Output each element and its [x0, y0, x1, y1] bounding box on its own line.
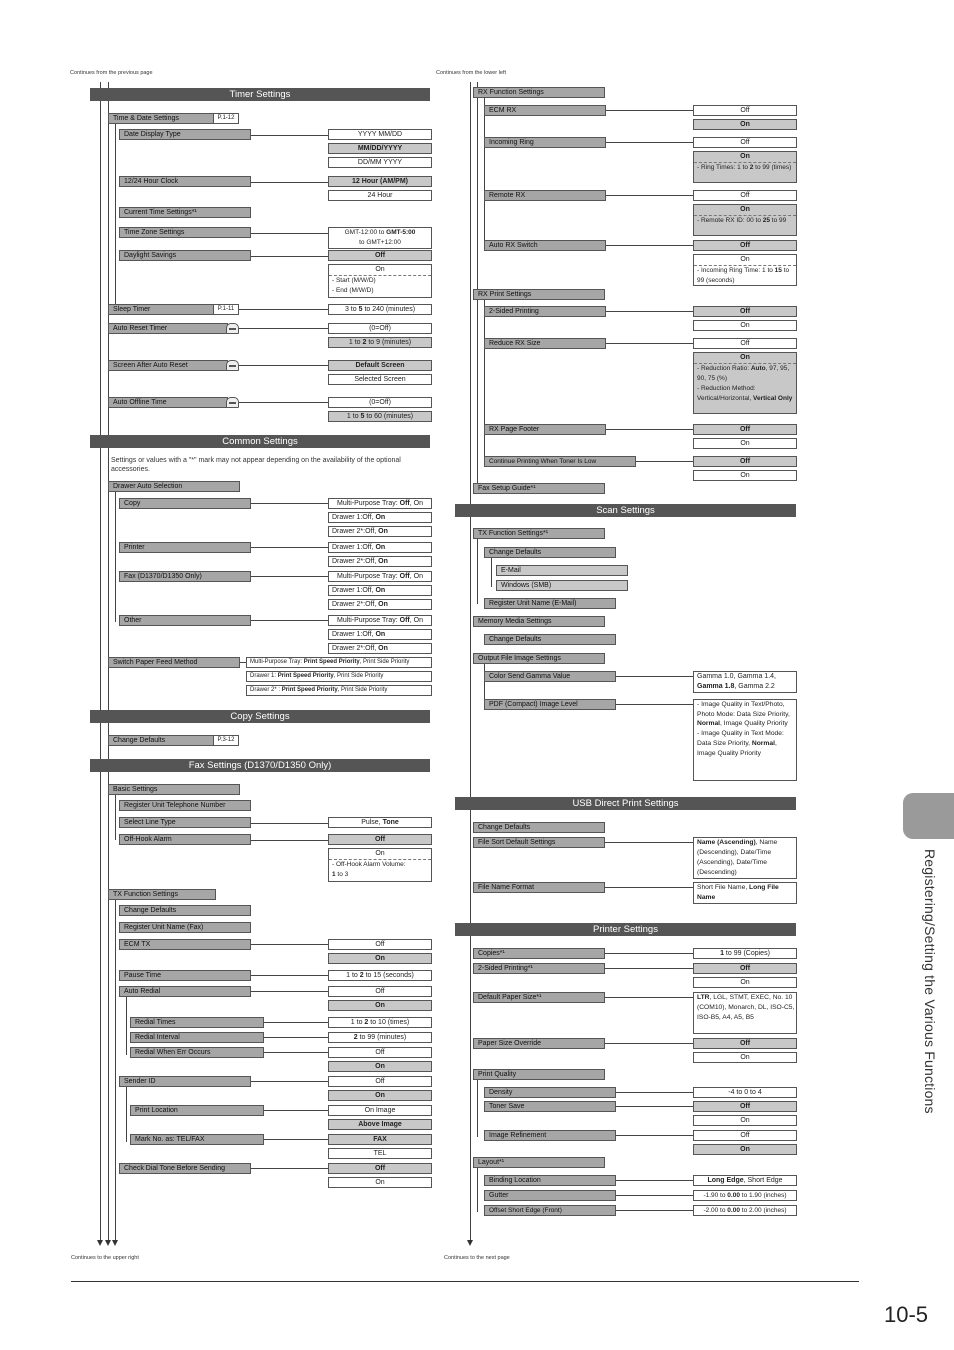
menu-fax-tx-function-settings[interactable]: TX Function Settings — [108, 889, 216, 900]
menu-time-date-settings[interactable]: Time & Date Settings — [108, 113, 216, 124]
connector-line — [477, 536, 478, 604]
option-ecm-tx-off[interactable]: Off — [328, 939, 432, 950]
menu-auto-reset-timer[interactable]: Auto Reset Timer — [108, 323, 228, 334]
menu-default-paper-size[interactable]: Default Paper Size*¹ — [473, 992, 605, 1003]
option-12-hour-default[interactable]: 12 Hour (AM/PM) — [328, 176, 432, 187]
connector-line — [477, 1167, 478, 1212]
menu-mark-no-as[interactable]: Mark No. as: TEL/FAX — [130, 1134, 264, 1145]
leader-line — [250, 547, 328, 548]
connector-line — [115, 795, 116, 840]
option-printer-2-sided-off-default[interactable]: Off — [693, 963, 797, 974]
menu-sender-id[interactable]: Sender ID — [119, 1076, 251, 1087]
option-sleep-range[interactable]: 3 to 5 to 240 (minutes) — [328, 304, 432, 315]
menu-off-hook-alarm[interactable]: Off-Hook Alarm — [119, 834, 251, 845]
leader-line — [604, 245, 693, 246]
remote-ui-icon — [226, 360, 239, 371]
menu-incoming-ring[interactable]: Incoming Ring — [484, 137, 606, 148]
menu-time-zone-settings[interactable]: Time Zone Settings — [119, 227, 251, 238]
option-default-screen[interactable]: Default Screen — [328, 360, 432, 371]
option-remote-rx-off[interactable]: Off — [693, 190, 797, 201]
option-drawer-2[interactable]: Drawer 2*:Off, On — [328, 526, 432, 537]
option-line-type[interactable]: Pulse, Tone — [328, 817, 432, 828]
option-ecm-rx-off[interactable]: Off — [693, 105, 797, 116]
menu-ecm-tx[interactable]: ECM TX — [119, 939, 251, 950]
option-selected-screen[interactable]: Selected Screen — [328, 374, 432, 385]
option-switch-drawer-1[interactable]: Drawer 1: Print Speed Priority, Print Side Priority — [246, 671, 432, 682]
leader-line — [262, 1139, 328, 1140]
leader-line — [604, 842, 693, 843]
connector-line — [484, 98, 485, 248]
option-auto-offline-off[interactable]: (0=Off) — [328, 397, 432, 408]
menu-windows-smb[interactable]: Windows (SMB) — [496, 580, 628, 591]
menu-current-time-settings[interactable]: Current Time Settings*¹ — [119, 207, 251, 218]
option-auto-reset-off[interactable]: (0=Off) — [328, 323, 432, 334]
menu-drawer-fax[interactable]: Fax (D1370/D1350 Only) — [119, 571, 251, 582]
option-footer-on[interactable]: On — [693, 438, 797, 449]
option-daylight-off-default[interactable]: Off — [328, 250, 432, 261]
leader-line — [604, 142, 693, 143]
option-ecm-rx-on-default[interactable]: On — [693, 119, 797, 130]
leader-line — [604, 195, 693, 196]
menu-pause-time[interactable]: Pause Time — [119, 970, 251, 981]
menu-drawer-printer[interactable]: Printer — [119, 542, 251, 553]
menu-print-quality[interactable]: Print Quality — [473, 1069, 605, 1080]
menu-fax-setup-guide[interactable]: Fax Setup Guide*¹ — [473, 483, 605, 494]
menu-scan-tx-function-settings[interactable]: TX Function Settings*¹ — [473, 528, 605, 539]
menu-output-file-image-settings[interactable]: Output File Image Settings — [473, 653, 605, 664]
menu-copy-change-defaults[interactable]: Change Defaults — [108, 735, 216, 746]
option-printer-2-sided-on[interactable]: On — [693, 977, 797, 988]
option-auto-redial-on-default[interactable]: On — [328, 1000, 432, 1011]
option-copies-range[interactable]: 1 to 99 (Copies) — [693, 948, 797, 959]
menu-select-line-type[interactable]: Select Line Type — [119, 817, 251, 828]
leader-line — [250, 1081, 328, 1082]
arrow-down-icon — [467, 1240, 473, 1246]
leader-line — [616, 1210, 693, 1211]
leader-line — [616, 1106, 693, 1107]
leader-line — [262, 1037, 328, 1038]
leader-line — [250, 503, 328, 504]
common-settings-note: Settings or values with a "*" mark may not appear depending on the availability of the optional accessories. — [111, 457, 401, 473]
leader-line — [250, 944, 328, 945]
leader-line — [250, 182, 328, 183]
menu-binding-location[interactable]: Binding Location — [484, 1175, 616, 1186]
option-24-hour[interactable]: 24 Hour — [328, 190, 432, 201]
connector-line — [126, 997, 127, 1055]
menu-sleep-timer[interactable]: Sleep Timer — [108, 304, 216, 315]
remote-ui-icon — [226, 397, 239, 408]
leader-line — [250, 975, 328, 976]
option-redial-err-on-default[interactable]: On — [328, 1061, 432, 1072]
menu-toner-save[interactable]: Toner Save — [484, 1101, 616, 1112]
option-toner-save-on[interactable]: On — [693, 1115, 797, 1126]
option-auto-reset-range[interactable]: 1 to 2 to 9 (minutes) — [328, 337, 432, 348]
option-mmddyyyy-default[interactable]: MM/DD/YYYY — [328, 143, 432, 154]
leader-line — [616, 1135, 693, 1136]
menu-redial-times[interactable]: Redial Times — [130, 1017, 264, 1028]
menu-register-unit-name-fax[interactable]: Register Unit Name (Fax) — [119, 922, 251, 933]
option-gamma-values[interactable]: Gamma 1.0, Gamma 1.4, Gamma 1.8, Gamma 2.2 — [693, 671, 797, 693]
leader-line — [604, 311, 693, 312]
connector-line — [484, 300, 485, 463]
menu-ecm-rx[interactable]: ECM RX — [484, 105, 606, 116]
option-off-hook-off-default[interactable]: Off — [328, 834, 432, 845]
option-paper-sizes[interactable]: LTR, LGL, STMT, EXEC, No. 10 (COM10), Monarch, DL, ISO-C5, ISO-B5, A4, A5, B5 — [693, 992, 797, 1034]
footer-rule — [71, 1281, 859, 1282]
connector-line — [115, 492, 116, 622]
leader-line — [238, 328, 328, 329]
leader-line — [604, 429, 693, 430]
page-ref: P.3-12 — [213, 735, 239, 746]
option-drawer-2[interactable]: Drawer 2*:Off, On — [328, 643, 432, 654]
note-continues-to-upper-right: Continues to the upper right — [71, 1255, 139, 1261]
menu-register-unit-name-email[interactable]: Register Unit Name (E-Mail) — [484, 598, 616, 609]
option-binding-location[interactable]: Long Edge, Short Edge — [693, 1175, 797, 1186]
option-on-image[interactable]: On Image — [328, 1105, 432, 1116]
leader-line — [250, 840, 328, 841]
option-dial-tone-on[interactable]: On — [328, 1177, 432, 1188]
connector-line — [491, 556, 492, 587]
option-density-range[interactable]: -4 to 0 to 4 — [693, 1087, 797, 1098]
menu-auto-redial[interactable]: Auto Redial — [119, 986, 251, 997]
option-incoming-ring-on-default[interactable]: On - Ring Times: 1 to 2 to 99 (times) — [693, 151, 797, 183]
menu-pdf-compact-image-level[interactable]: PDF (Compact) Image Level — [484, 699, 616, 710]
option-override-on[interactable]: On — [693, 1052, 797, 1063]
menu-fax-change-defaults[interactable]: Change Defaults — [119, 905, 251, 916]
menu-paper-size-override[interactable]: Paper Size Override — [473, 1038, 605, 1049]
option-mp-tray[interactable]: Multi-Purpose Tray: Off, On — [328, 571, 432, 582]
page-number: 10-5 — [884, 1302, 929, 1327]
option-sender-id-off[interactable]: Off — [328, 1076, 432, 1087]
option-daylight-on[interactable]: On - Start (M/W/D) - End (M/W/D) — [328, 264, 432, 298]
option-gutter-range[interactable]: -1.90 to 0.00 to 1.90 (inches) — [693, 1190, 797, 1201]
option-switch-drawer-2[interactable]: Drawer 2* : Print Speed Priority, Print Side Priority — [246, 685, 432, 696]
leader-line — [604, 343, 693, 344]
menu-offset-short-edge[interactable]: Offset Short Edge (Front) — [484, 1205, 616, 1216]
menu-density[interactable]: Density — [484, 1087, 616, 1098]
connector-line — [100, 82, 101, 1242]
menu-drawer-auto-selection[interactable]: Drawer Auto Selection — [108, 481, 240, 492]
section-header-usb: USB Direct Print Settings — [455, 797, 796, 810]
menu-gutter[interactable]: Gutter — [484, 1190, 616, 1201]
option-fax-default[interactable]: FAX — [328, 1134, 432, 1145]
arrow-down-icon — [97, 1240, 103, 1246]
chapter-tab — [903, 793, 954, 839]
leader-line — [616, 1180, 693, 1181]
option-drawer-1[interactable]: Drawer 1:Off, On — [328, 629, 432, 640]
leader-line — [604, 997, 693, 998]
page-ref: P.1-11 — [213, 304, 239, 315]
leader-line — [250, 256, 328, 257]
option-switch-mp-tray[interactable]: Multi-Purpose Tray: Print Speed Priority, Print Side Priority — [246, 657, 432, 668]
menu-auto-offline-time[interactable]: Auto Offline Time — [108, 397, 228, 408]
option-remote-rx-on-default[interactable]: On - Remote RX ID: 00 to 25 to 99 — [693, 204, 797, 236]
menu-memory-change-defaults[interactable]: Change Defaults — [484, 634, 616, 645]
option-pdf-image-quality[interactable]: - Image Quality in Text/Photo, Photo Mode: Data Size Priority, Normal, Image Quality Priority - Image Quality in Text Mode: Data Size Priority, Normal, Image Quality Priority — [693, 699, 797, 781]
connector-line — [115, 124, 116, 304]
note-continues-from-lower-left: Continues from the lower left — [436, 70, 507, 76]
option-toner-save-off-default[interactable]: Off — [693, 1101, 797, 1112]
option-redial-err-off[interactable]: Off — [328, 1047, 432, 1058]
leader-line — [250, 233, 328, 234]
option-footer-off-default[interactable]: Off — [693, 424, 797, 435]
leader-line — [616, 676, 693, 677]
menu-printer-2-sided[interactable]: 2-Sided Printing*¹ — [473, 963, 605, 974]
option-ddmm-yyyy[interactable]: DD/MM YYYY — [328, 157, 432, 168]
menu-color-send-gamma[interactable]: Color Send Gamma Value — [484, 671, 616, 682]
leader-line — [616, 1195, 693, 1196]
option-drawer-2[interactable]: Drawer 2*:Off, On — [328, 556, 432, 567]
connector-line — [470, 82, 471, 1242]
option-toner-off-default[interactable]: Off — [693, 456, 797, 467]
leader-line — [250, 991, 328, 992]
leader-line — [262, 1110, 328, 1111]
option-rx-2-sided-off-default[interactable]: Off — [693, 306, 797, 317]
connector-line — [477, 82, 478, 492]
option-auto-offline-range[interactable]: 1 to 5 to 60 (minutes) — [328, 411, 432, 422]
menu-auto-rx-switch[interactable]: Auto RX Switch — [484, 240, 606, 251]
leader-line — [616, 704, 693, 705]
leader-line — [616, 1092, 693, 1093]
leader-line — [604, 968, 693, 969]
menu-12-24-hour-clock[interactable]: 12/24 Hour Clock — [119, 176, 251, 187]
section-header-copy: Copy Settings — [90, 710, 430, 723]
menu-rx-print-settings[interactable]: RX Print Settings — [473, 289, 605, 300]
option-auto-rx-off-default[interactable]: Off — [693, 240, 797, 251]
option-rx-2-sided-on[interactable]: On — [693, 320, 797, 331]
leader-line — [604, 953, 693, 954]
section-header-scan: Scan Settings — [455, 504, 796, 517]
menu-usb-change-defaults[interactable]: Change Defaults — [473, 822, 605, 833]
leader-line — [250, 576, 328, 577]
option-dial-tone-off-default[interactable]: Off — [328, 1163, 432, 1174]
option-redial-interval-range[interactable]: 2 to 99 (minutes) — [328, 1032, 432, 1043]
menu-continue-printing-toner-low[interactable]: Continue Printing When Toner Is Low — [484, 456, 636, 467]
leader-line — [250, 620, 328, 621]
option-tel[interactable]: TEL — [328, 1148, 432, 1159]
option-ecm-tx-on-default[interactable]: On — [328, 953, 432, 964]
option-drawer-2[interactable]: Drawer 2*:Off, On — [328, 599, 432, 610]
option-reduce-rx-off[interactable]: Off — [693, 338, 797, 349]
leader-line — [604, 887, 693, 888]
option-drawer-1[interactable]: Drawer 1:Off, On — [328, 542, 432, 553]
menu-remote-rx[interactable]: Remote RX — [484, 190, 606, 201]
menu-check-dial-tone[interactable]: Check Dial Tone Before Sending — [119, 1163, 251, 1174]
note-continues-from-previous: Continues from the previous page — [70, 70, 153, 76]
option-file-name-format[interactable]: Short File Name, Long File Name — [693, 882, 797, 904]
menu-redial-when-err-occurs[interactable]: Redial When Err Occurs — [130, 1047, 264, 1058]
leader-line — [238, 309, 328, 310]
page-ref: P.1-12 — [213, 113, 239, 124]
menu-fax-basic-settings[interactable]: Basic Settings — [108, 784, 240, 795]
option-refinement-off[interactable]: Off — [693, 1130, 797, 1141]
option-file-sort[interactable]: Name (Ascending), Name (Descending), Date/Time (Ascending), Date/Time (Descending) — [693, 837, 797, 879]
option-auto-redial-off[interactable]: Off — [328, 986, 432, 997]
note-continues-to-next-page: Continues to the next page — [444, 1255, 510, 1261]
option-refinement-on-default[interactable]: On — [693, 1144, 797, 1155]
connector-line — [477, 1079, 478, 1137]
leader-line — [238, 402, 328, 403]
remote-ui-icon — [226, 323, 239, 334]
leader-line — [604, 110, 693, 111]
menu-rx-2-sided-printing[interactable]: 2-Sided Printing — [484, 306, 606, 317]
leader-line — [262, 1052, 328, 1053]
leader-line — [250, 135, 328, 136]
menu-memory-media-settings[interactable]: Memory Media Settings — [473, 616, 605, 627]
connector-line — [126, 1087, 127, 1142]
option-override-off-default[interactable]: Off — [693, 1038, 797, 1049]
menu-image-refinement[interactable]: Image Refinement — [484, 1130, 616, 1141]
menu-rx-function-settings[interactable]: RX Function Settings — [473, 87, 605, 98]
section-header-printer: Printer Settings — [455, 923, 796, 936]
menu-drawer-copy[interactable]: Copy — [119, 498, 251, 509]
option-offset-range[interactable]: -2.00 to 0.00 to 2.00 (inches) — [693, 1205, 797, 1216]
menu-daylight-savings[interactable]: Daylight Savings — [119, 250, 251, 261]
arrow-down-icon — [112, 1240, 118, 1246]
leader-line — [250, 1168, 328, 1169]
leader-line — [238, 365, 328, 366]
menu-register-unit-telephone[interactable]: Register Unit Telephone Number — [119, 800, 251, 811]
menu-redial-interval[interactable]: Redial Interval — [130, 1032, 264, 1043]
menu-email[interactable]: E-Mail — [496, 565, 628, 576]
option-yyyy-mmdd[interactable]: YYYY MM/DD — [328, 129, 432, 140]
option-sender-id-on-default[interactable]: On — [328, 1090, 432, 1101]
option-time-zone-range[interactable]: GMT-12:00 to GMT-5:00 to GMT+12:00 — [328, 227, 432, 249]
arrow-down-icon — [105, 1240, 111, 1246]
option-pause-range[interactable]: 1 to 2 to 15 (seconds) — [328, 970, 432, 981]
option-reduce-rx-on-default[interactable]: On - Reduction Ratio: Auto, 97, 95, 90, 75 (%) - Reduction Method: Vertical/Horizontal, Vertical Only — [693, 352, 797, 414]
option-redial-times-range[interactable]: 1 to 2 to 10 (times) — [328, 1017, 432, 1028]
menu-screen-after-auto-reset[interactable]: Screen After Auto Reset — [108, 360, 228, 371]
leader-line — [604, 1043, 693, 1044]
option-auto-rx-on[interactable]: On - Incoming Ring Time: 1 to 15 to 99 (seconds) — [693, 254, 797, 286]
connector-line — [115, 899, 116, 1242]
option-mp-tray[interactable]: Multi-Purpose Tray: Off, On — [328, 615, 432, 626]
menu-reduce-rx-size[interactable]: Reduce RX Size — [484, 338, 606, 349]
menu-copies[interactable]: Copies*¹ — [473, 948, 605, 959]
option-incoming-ring-off[interactable]: Off — [693, 137, 797, 148]
menu-date-display-type[interactable]: Date Display Type — [119, 129, 251, 140]
menu-file-name-format[interactable]: File Name Format — [473, 882, 605, 893]
option-mp-tray[interactable]: Multi-Purpose Tray: Off, On — [328, 498, 432, 509]
chapter-side-label: Registering/Setting the Various Functions — [922, 849, 938, 1114]
menu-layout[interactable]: Layout*¹ — [473, 1157, 605, 1168]
leader-line — [250, 823, 328, 824]
menu-print-location[interactable]: Print Location — [130, 1105, 264, 1116]
section-header-common: Common Settings — [90, 435, 430, 448]
option-off-hook-on[interactable]: On - Off-Hook Alarm Volume: 1 to 3 — [328, 848, 432, 882]
leader-line — [262, 1022, 328, 1023]
section-header-timer: Timer Settings — [90, 88, 430, 101]
menu-rx-page-footer[interactable]: RX Page Footer — [484, 424, 606, 435]
option-drawer-1[interactable]: Drawer 1:Off, On — [328, 512, 432, 523]
option-above-image-default[interactable]: Above Image — [328, 1119, 432, 1130]
menu-drawer-other[interactable]: Other — [119, 615, 251, 626]
option-drawer-1[interactable]: Drawer 1:Off, On — [328, 585, 432, 596]
menu-file-sort-default[interactable]: File Sort Default Settings — [473, 837, 605, 848]
menu-switch-paper-feed-method[interactable]: Switch Paper Feed Method — [108, 657, 240, 668]
menu-scan-change-defaults[interactable]: Change Defaults — [484, 547, 616, 558]
section-header-fax: Fax Settings (D1370/D1350 Only) — [90, 759, 430, 772]
option-toner-on[interactable]: On — [693, 470, 797, 481]
